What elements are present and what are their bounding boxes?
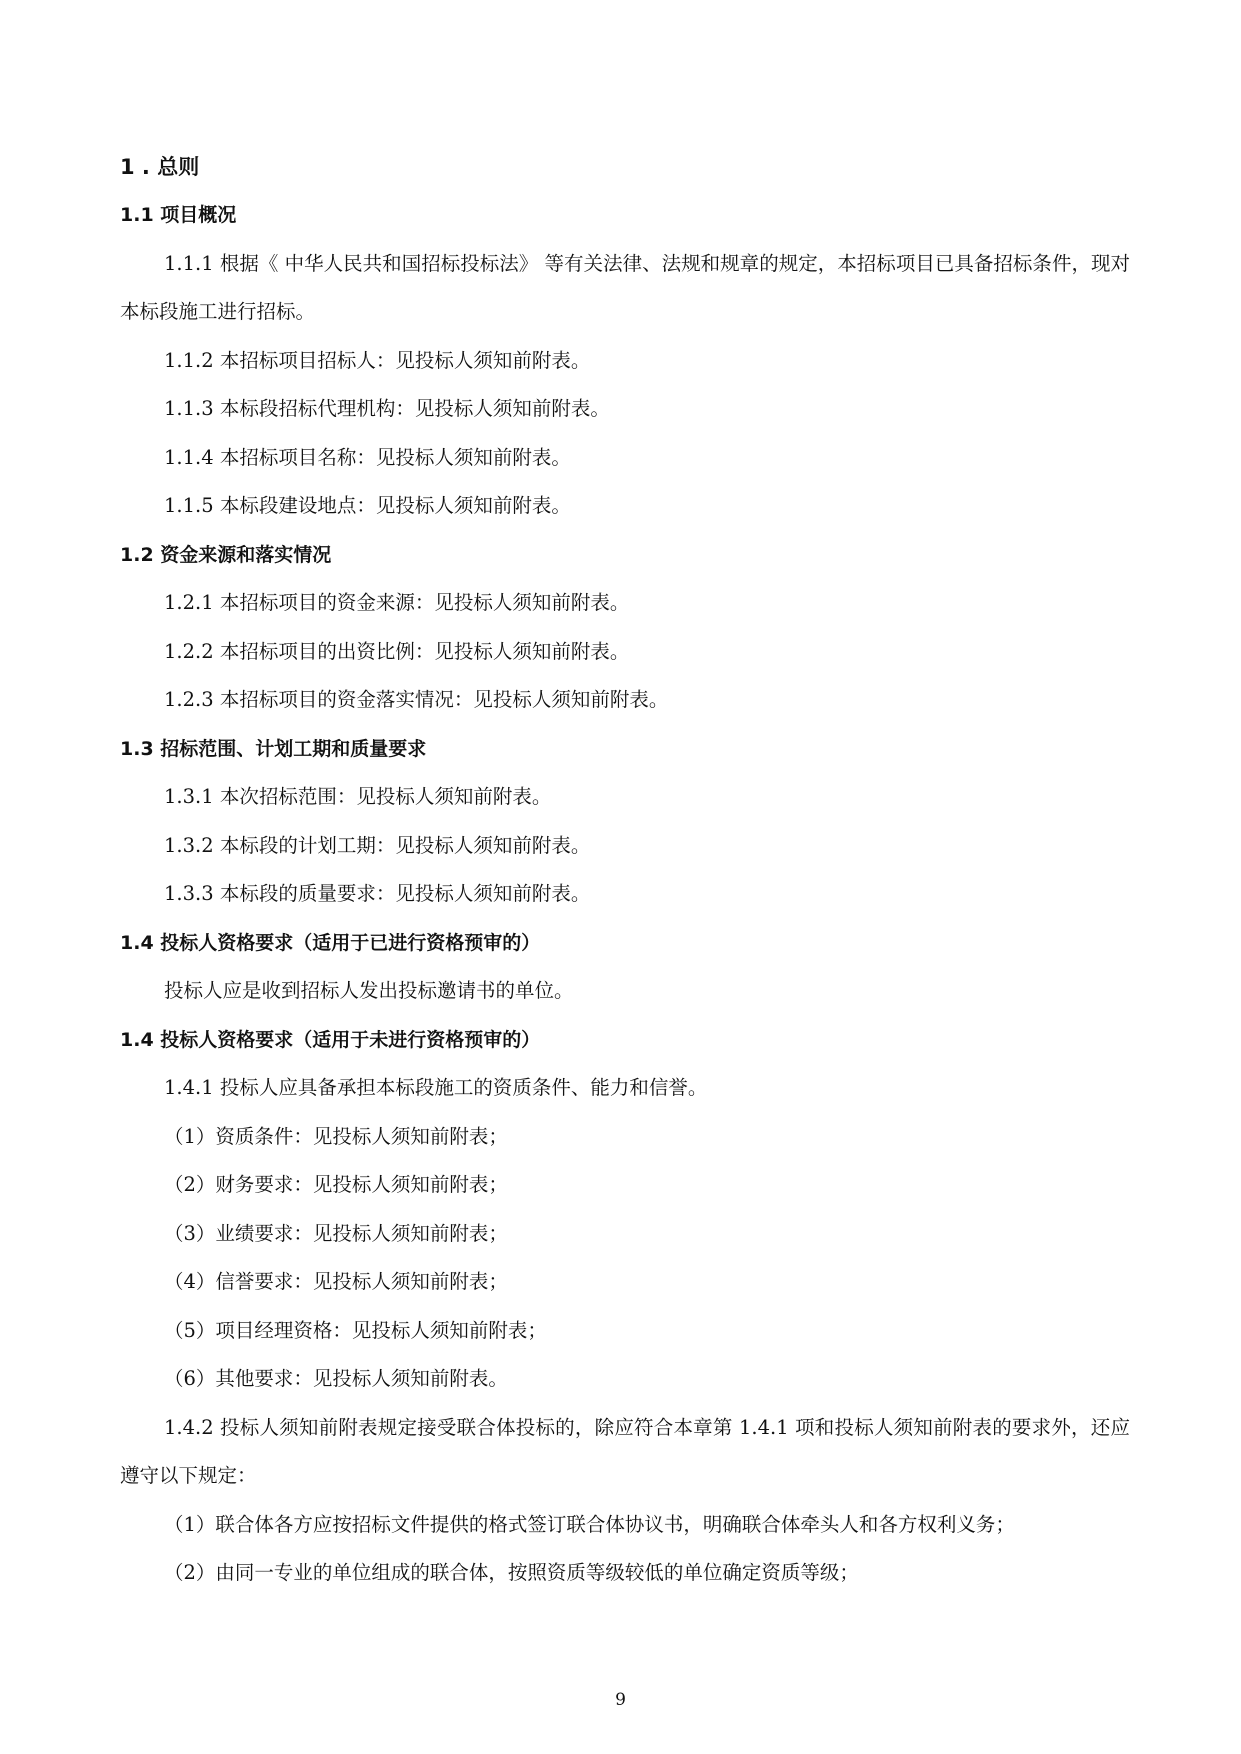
body-paragraph: （1）联合体各方应按招标文件提供的格式签订联合体协议书，明确联合体牵头人和各方权利义务； xyxy=(164,1512,1015,1536)
body-paragraph: （2）由同一专业的单位组成的联合体，按照资质等级较低的单位确定资质等级； xyxy=(164,1561,859,1584)
body-paragraph: （2）财务要求：见投标人须知前附表； xyxy=(164,1173,508,1196)
body-paragraph: 1.1.3 本标段招标代理机构：见投标人须知前附表。 xyxy=(164,397,610,420)
body-paragraph: （5）项目经理资格：见投标人须知前附表； xyxy=(164,1318,547,1342)
body-paragraph: 1.1.5 本标段建设地点：见投标人须知前附表。 xyxy=(164,494,571,517)
body-paragraph: 投标人应是收到招标人发出投标邀请书的单位。 xyxy=(164,979,574,1002)
body-paragraph: 1.1.4 本招标项目名称：见投标人须知前附表。 xyxy=(164,445,571,469)
body-paragraph: 1.2.3 本招标项目的资金落实情况：见投标人须知前附表。 xyxy=(164,688,669,711)
body-paragraph: （3）业绩要求：见投标人须知前附表； xyxy=(164,1221,508,1245)
section-heading: 1.4 投标人资格要求（适用于已进行资格预审的） xyxy=(120,931,541,954)
body-paragraph: （1）资质条件：见投标人须知前附表； xyxy=(164,1124,508,1148)
body-paragraph: 1.3.1 本次招标范围：见投标人须知前附表。 xyxy=(164,785,552,808)
body-paragraph: 1.4.1 投标人应具备承担本标段施工的资质条件、能力和信誉。 xyxy=(164,1076,708,1099)
section-heading: 1.2 资金来源和落实情况 xyxy=(120,543,332,566)
body-paragraph: 1.4.2 投标人须知前附表规定接受联合体投标的，除应符合本章第 1.4.1 项和投标人须知前附表的要求外，还应遵守以下规定： xyxy=(120,1415,1130,1487)
page-number: 9 xyxy=(615,1690,626,1710)
body-paragraph: 1.2.2 本招标项目的出资比例：见投标人须知前附表。 xyxy=(164,639,630,663)
body-paragraph: 1.1.1 根据《 中华人民共和国招标投标法》 等有关法律、法规和规章的规定，本招标项目已具备招标条件，现对本标段施工进行招标。 xyxy=(120,251,1130,323)
section-heading: 1.4 投标人资格要求（适用于未进行资格预审的） xyxy=(120,1028,541,1051)
body-paragraph: 1.3.2 本标段的计划工期：见投标人须知前附表。 xyxy=(164,833,591,857)
body-paragraph: 1.1.2 本招标项目招标人：见投标人须知前附表。 xyxy=(164,348,591,372)
body-paragraph: （6）其他要求：见投标人须知前附表。 xyxy=(164,1367,508,1390)
body-paragraph: （4）信誉要求：见投标人须知前附表； xyxy=(164,1270,508,1293)
body-paragraph: 1.2.1 本招标项目的资金来源：见投标人须知前附表。 xyxy=(164,591,630,614)
chapter-title: 1 . 总则 xyxy=(120,155,200,179)
body-paragraph: 1.3.3 本标段的质量要求：见投标人须知前附表。 xyxy=(164,882,591,905)
section-heading: 1.3 招标范围、计划工期和质量要求 xyxy=(120,737,427,760)
document-body xyxy=(120,152,1130,1598)
section-heading: 1.1 项目概况 xyxy=(120,204,237,226)
